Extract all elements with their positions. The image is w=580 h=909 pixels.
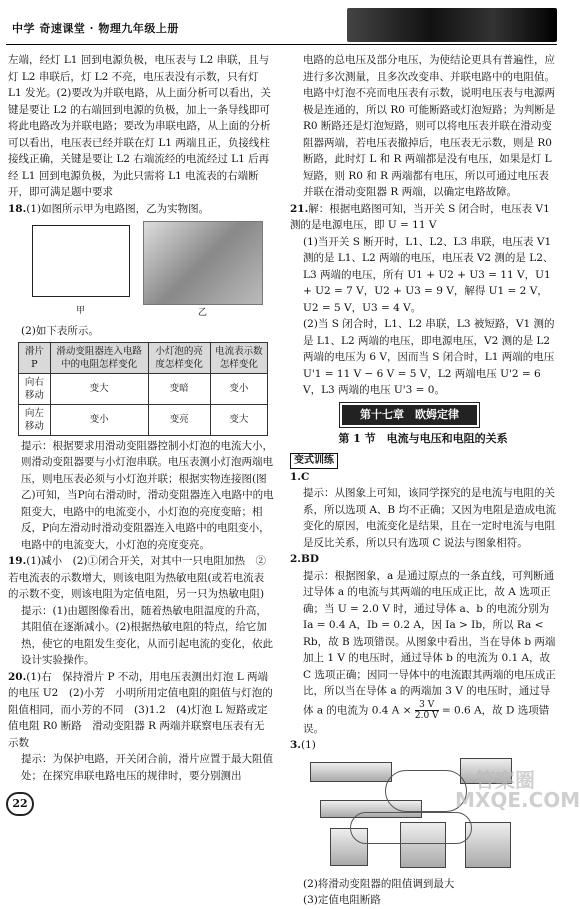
table-header: 滑动变阻器连入电路中的电阻怎样变化 [50,342,148,373]
page-header [6,6,557,46]
chapter-title: 第十七章 欧姆定律 [340,403,479,428]
q21-number: 21. [290,202,309,215]
header-decoration [347,8,557,42]
q3-part2: (2)将滑动变阻器的阻值调到最大 [303,877,455,890]
table-header: 滑片 P [19,342,51,373]
q17-continuation-1: 左端，经灯 L1 回到电源负极，电压表与 L2 串联，且与灯 L2 串联后，灯 L2 不亮，电压表没有示数，只有灯 [8,54,270,83]
q17-continuation-2: L1 发光。(2)要改为并联电路，从上面分析可以看出，关键是要让 L2 的右端回到电源的负极，加上一条导线即可将此电路改为并联电路；要改为串联电路，从上面的分析可以看出，电压表已经并联在灯 L1 两端且正，负接线柱接线正确，关键是要让 L2 右端流经的电流经过 L1 后再经 L1 回到电源负极，为此只需将 L1 电流表的右端断开，即可满足题中要求 [8,87,271,198]
q2-hint-end: = 0.6 A，故 D 选项错误。 [303,704,550,735]
table-header: 小灯泡的亮度怎样变化 [148,342,210,373]
q18-figure [8,219,274,319]
q3-part3: (3)定值电阻断路 [303,894,381,906]
q18-table-intro: (2)如下表所示。 [21,325,99,337]
left-column [8,52,274,784]
practice-label: 变式训练 [290,453,338,469]
q20-number: 20. [8,670,27,683]
fraction-numerator: 3 V [415,700,439,711]
table-cell: 变暗 [148,373,210,404]
q21-part2: (2)当 S 闭合时，L1、L2 串联，L3 被短路，V1 测的是 L1、L2 两端的电压，即电源电压，V2 测的是 L2 两端的电压为 6 V，因而当 S 闭合时，L1 两端的电压 U'1 = 11 V − 6 V = 5 V，L2 两端电压 U'2 = 6 V，L3 两端的电压 U'3 = 0。 [303,318,555,396]
table-cell: 变大 [210,404,267,435]
table-cell: 变小 [50,404,148,435]
q2-answer: BD [300,553,319,565]
q2-hint: 提示：根据图象，a 是通过原点的一条直线，可判断通过导体 a 的电流与其两端的电压成正比，故 A 选项正确；当 U = 2.0 V 时，通过导体 a、b 的电流分别为 Ia = 0.4 A，Ib = 0.2 A，因 Ia > Ib，所以 Ra < Rb，故 B 选项错误。从图象中看出，当在导体 b 两端加上 1 V 的电压时，通过导体 b 的电流为 0.1 A，故 C 选项正确；因同一导体中的电流跟其两端的电压成正比，所以当在导体 a 的两端加 3 V 的电压时，通过导体 a 的电流为 0.4 A × [303,569,556,716]
q2-fraction [415,700,439,721]
q1-number: 1. [290,470,301,483]
header-title: 中学 奇速课堂 · 物理九年级上册 [12,22,179,35]
table-cell: 向左移动 [19,404,51,435]
apparatus-photo [143,221,263,305]
q3-number: 3. [290,739,301,751]
q20-text: (1)右 保持滑片 P 不动，用电压表测出灯泡 L 两端的电压 U2 (2)小芳 小明所用定值电阻的阻值与灯泡的阻值相同，而小芳的不同 (3)1.2 (4)灯泡 L 短路或定值电阻 R0 断路 滑动变阻器 R 两端并联察电压表有无示数 [8,670,273,749]
q21-text: 解：根据电路图可知，当开关 S 闭合时，电压表 V1 测的是电源电压，即 U = 11 V [290,202,550,231]
table-cell: 变亮 [148,404,210,435]
q19-number: 19. [8,555,27,567]
circuit-diagram [32,225,130,297]
table-row [19,404,268,435]
q20-hint: 提示：为保护电路，开关闭合前，滑片应置于最大阻值处；在探究串联电路电压的规律时，要分别测出 [21,753,273,782]
fig-label-yi: 乙 [198,308,208,318]
table-cell: 变小 [210,373,267,404]
fig-label-jia: 甲 [76,306,86,316]
table-cell: 变大 [50,373,148,404]
q1-answer: C [300,470,310,483]
q18-table [18,342,268,436]
rheostat-image [310,762,392,782]
q20-continuation: 电路的总电压及部分电压，为使结论更具有普遍性，应进行多次测量，且多次改变串、并联电路中的电阻值。电路中灯泡不亮而电压表有示数，说明电压表与电源两极是连通的，所以 R0 可能断路或灯泡短路；为判断是 R0 断路还是灯泡短路，则可以将电压表并联在滑动变阻器两端，若电压表撤掉后，电压表无示数，则是 R0 断路，此时灯 L 和 R 两端都是没有电压，如果是灯 L 短路，则 R0 和 R 两端都有电压，所以可通过电压表并联在滑动变阻器 R 两端，以确定电路故障。 [303,54,556,198]
fraction-denominator: 2.0 V [414,710,439,721]
q18-hint: 提示：根据要求用滑动变阻器控制小灯泡的电流大小，则滑动变阻器要与小灯泡串联。电压表测小灯泡两端电压，则电压表必须与小灯泡并联；根据实物连接图(图乙)可知，当P向右滑动时，滑动变阻器连入电路中的电阻变大，电路中的电流变小，小灯泡的亮度变暗；相反，P向左滑动时滑动变阻器连入电路中的电阻变小，电路中的电流变大，小灯泡的亮度变亮。 [21,439,274,551]
q18-number: 18. [8,202,27,215]
q18-text: (1)如图所示甲为电路图，乙为实物图。 [26,202,210,215]
q19-text: (1)减小 (2)①闭合开关，对其中一只电阻加热 ②若电流表的示数增大，则该电阻为热敏电阻(或若电流表的示数不变，则该电阻为定值电阻，另一只为热敏电阻) [8,555,267,600]
q2-number: 2. [290,553,301,565]
header-divider [6,44,557,45]
watermark: 答案圈 MXQE.COM [455,768,580,812]
q1-hint: 提示：从图象上可知，该同学探究的是电流与电阻的关系，所以选项 A、B 均不正确；又因为电阻是造成电流变化的原因，电流变化是结果，且在一定时电流与电阻是反比关系，所以只有选项 C 说法与图象相符。 [303,487,556,549]
table-row [19,373,268,404]
q3-text: (1) [300,739,316,751]
q19-hint: 提示：(1)由题图像看出，随着热敏电阻温度的升高，其阻值在逐渐减小。(2)根据热敏电阻的特点，给它加热，使它的电阻发生变化，从而引起电流的变化，依此设计实验操作。 [21,604,273,666]
page-number: 22 [6,792,34,816]
section-title: 第 1 节 电流与电压和电阻的关系 [338,432,508,445]
q21-part1: (1)当开关 S 断开时，L1、L2、L3 串联，电压表 V1 测的是 L1、L2 两端的电压，电压表 V2 测的是 L2、L3 两端的电压，所有 U1 + U2 + U3 = 11 V，U1 + U2 = 7 V，U2 + U3 = 9 V，解得 U1 = 2 V，U2 = 5 V，U3 = 4 V。 [303,235,554,314]
table-cell: 向右移动 [19,373,51,404]
wire [350,812,472,844]
table-header: 电流表示数怎样变化 [210,342,267,373]
